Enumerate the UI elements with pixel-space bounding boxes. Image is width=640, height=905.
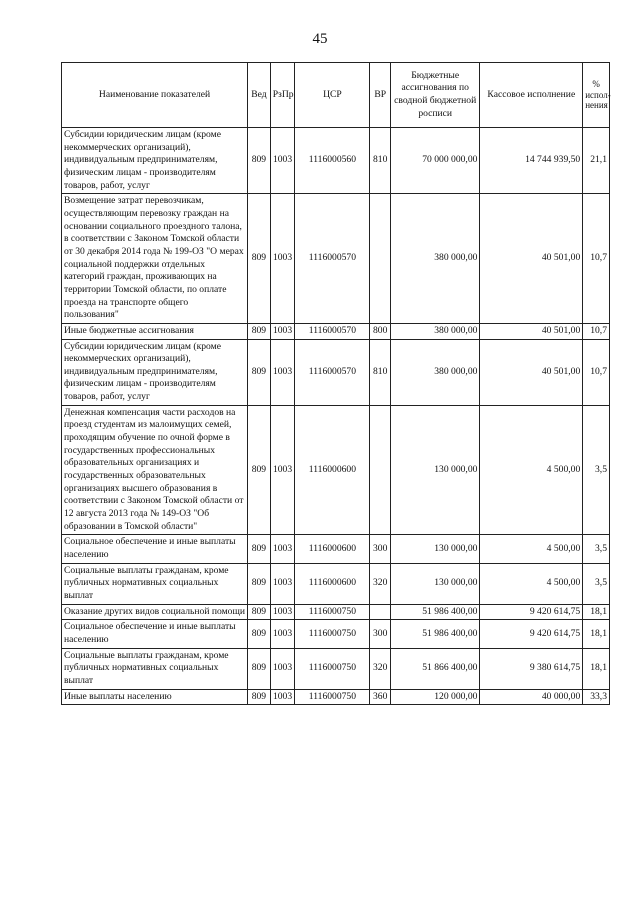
cell-cash: 4 500,00 [480,563,583,604]
cell-name: Оказание других видов социальной помощи [62,604,248,620]
table-row [62,323,610,339]
cell-pct: 3,5 [583,405,610,535]
cell-rzpr: 1003 [270,620,295,648]
cell-rzpr: 1003 [270,323,295,339]
header-pct: % испол-нения [583,63,610,128]
cell-ved: 809 [248,563,271,604]
cell-budget: 51 986 400,00 [390,620,479,648]
cell-csr: 1116000570 [295,323,370,339]
cell-vr: 300 [370,620,391,648]
header-ved: Вед [248,63,271,128]
cell-ved: 809 [248,323,271,339]
cell-pct: 21,1 [583,128,610,194]
cell-csr: 1116000560 [295,128,370,194]
cell-rzpr: 1003 [270,689,295,705]
cell-ved: 809 [248,604,271,620]
cell-ved: 809 [248,535,271,563]
cell-name: Социальное обеспечение и иные выплаты населению [62,620,248,648]
cell-rzpr: 1003 [270,604,295,620]
cell-cash: 4 500,00 [480,535,583,563]
cell-ved: 809 [248,194,271,324]
cell-cash: 40 000,00 [480,689,583,705]
header-cash: Кассовое исполнение [480,63,583,128]
table-row [62,339,610,405]
cell-name: Субсидии юридическим лицам (кроме некоммерческих организаций), индивидуальным предпринимателям, физическим лицам - производителям товаров, работ, услуг [62,339,248,405]
cell-csr: 1116000570 [295,194,370,324]
cell-ved: 809 [248,648,271,689]
cell-ved: 809 [248,620,271,648]
table-row [62,535,610,563]
table-row [62,620,610,648]
table-row [62,194,610,324]
cell-rzpr: 1003 [270,339,295,405]
cell-name: Иные бюджетные ассигнования [62,323,248,339]
cell-budget: 380 000,00 [390,339,479,405]
cell-cash: 40 501,00 [480,194,583,324]
budget-execution-table [61,62,610,705]
cell-budget: 120 000,00 [390,689,479,705]
table-header-row [62,63,610,128]
cell-cash: 4 500,00 [480,405,583,535]
cell-vr [370,194,391,324]
cell-name: Социальные выплаты гражданам, кроме публичных нормативных социальных выплат [62,648,248,689]
header-rzpr: РзПр [270,63,295,128]
cell-pct: 33,3 [583,689,610,705]
cell-csr: 1116000750 [295,648,370,689]
cell-csr: 1116000750 [295,604,370,620]
header-vr: ВР [370,63,391,128]
page-number: 45 [312,31,328,47]
cell-vr [370,405,391,535]
cell-rzpr: 1003 [270,128,295,194]
cell-vr: 810 [370,339,391,405]
cell-name: Денежная компенсация части расходов на проезд студентам из малоимущих семей, проходящим обучение по очной форме в государственных профессиональных образовательных организациях и государственных образовательных организациях высшего образования в соответствии с Законом Томской области от 12 августа 2013 года № 149-ОЗ "Об образовании в Томской области" [62,405,248,535]
cell-csr: 1116000600 [295,563,370,604]
table-row [62,689,610,705]
cell-cash: 14 744 939,50 [480,128,583,194]
cell-name: Субсидии юридическим лицам (кроме некоммерческих организаций), индивидуальным предпринимателям, физическим лицам - производителям товаров, работ, услуг [62,128,248,194]
cell-pct: 3,5 [583,563,610,604]
table-row [62,648,610,689]
cell-pct: 18,1 [583,648,610,689]
table-row [62,563,610,604]
cell-vr: 810 [370,128,391,194]
cell-pct: 3,5 [583,535,610,563]
cell-cash: 9 380 614,75 [480,648,583,689]
cell-budget: 130 000,00 [390,535,479,563]
cell-pct: 18,1 [583,620,610,648]
table-row [62,604,610,620]
cell-budget: 380 000,00 [390,323,479,339]
header-budget: Бюджетные ассигнования по сводной бюджетной росписи [390,63,479,128]
cell-budget: 380 000,00 [390,194,479,324]
cell-budget: 70 000 000,00 [390,128,479,194]
cell-rzpr: 1003 [270,194,295,324]
cell-budget: 130 000,00 [390,563,479,604]
cell-budget: 51 986 400,00 [390,604,479,620]
cell-name: Социальные выплаты гражданам, кроме публичных нормативных социальных выплат [62,563,248,604]
cell-csr: 1116000750 [295,689,370,705]
cell-ved: 809 [248,339,271,405]
header-csr: ЦСР [295,63,370,128]
cell-pct: 18,1 [583,604,610,620]
cell-pct: 10,7 [583,323,610,339]
header-name: Наименование показателей [62,63,248,128]
cell-budget: 130 000,00 [390,405,479,535]
cell-vr: 300 [370,535,391,563]
cell-cash: 40 501,00 [480,323,583,339]
cell-rzpr: 1003 [270,648,295,689]
cell-cash: 9 420 614,75 [480,620,583,648]
cell-ved: 809 [248,405,271,535]
cell-ved: 809 [248,128,271,194]
cell-cash: 40 501,00 [480,339,583,405]
cell-name: Социальное обеспечение и иные выплаты населению [62,535,248,563]
cell-pct: 10,7 [583,339,610,405]
cell-vr: 320 [370,648,391,689]
cell-csr: 1116000600 [295,535,370,563]
cell-pct: 10,7 [583,194,610,324]
cell-csr: 1116000570 [295,339,370,405]
cell-vr: 320 [370,563,391,604]
cell-vr: 360 [370,689,391,705]
cell-budget: 51 866 400,00 [390,648,479,689]
cell-rzpr: 1003 [270,563,295,604]
cell-ved: 809 [248,689,271,705]
cell-cash: 9 420 614,75 [480,604,583,620]
cell-name: Иные выплаты населению [62,689,248,705]
cell-csr: 1116000600 [295,405,370,535]
cell-rzpr: 1003 [270,405,295,535]
table-row [62,128,610,194]
table-row [62,405,610,535]
cell-vr: 800 [370,323,391,339]
cell-name: Возмещение затрат перевозчикам, осуществляющим перевозку граждан на основании социального проездного талона, в соответствии с Законом Томской области от 30 декабря 2014 года № 199-ОЗ "О мерах социальной поддержки отдельных категорий граждан, проживающих на территории Томской области, по оплате проезда на транспорте общего пользования" [62,194,248,324]
cell-rzpr: 1003 [270,535,295,563]
cell-csr: 1116000750 [295,620,370,648]
cell-vr [370,604,391,620]
table-body [62,128,610,705]
